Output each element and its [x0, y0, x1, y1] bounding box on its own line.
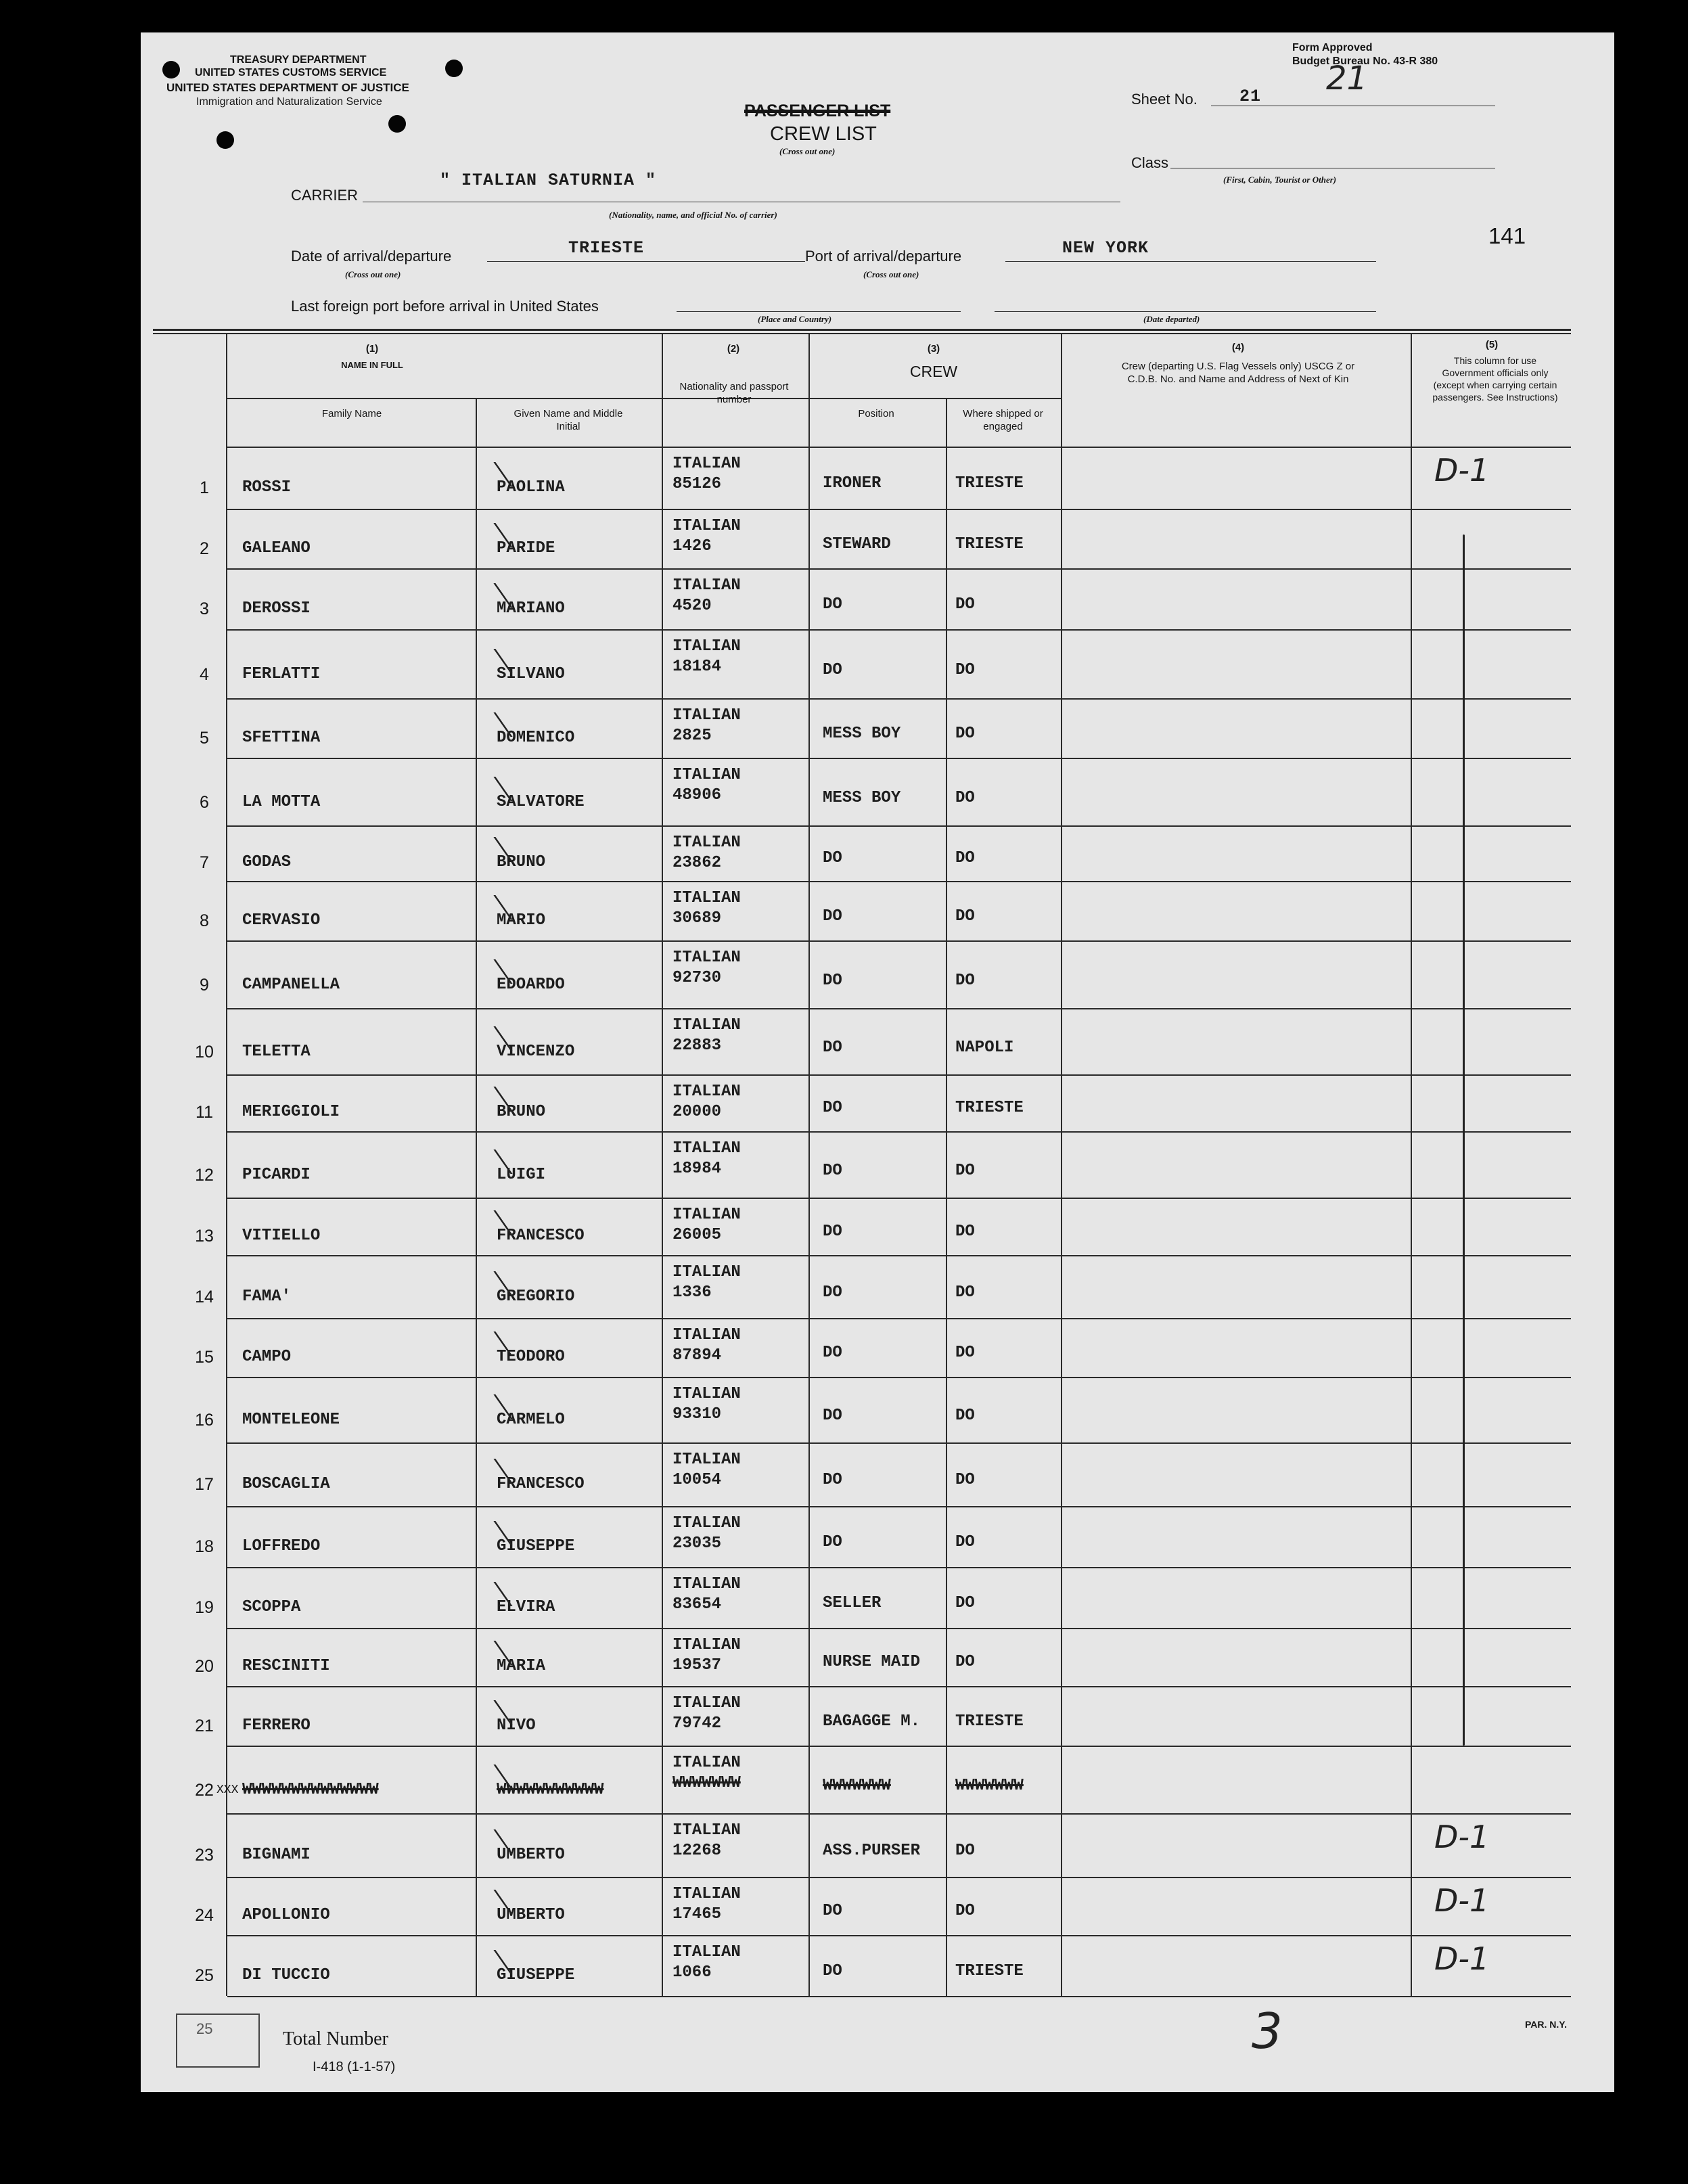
row-number: 23 — [195, 1846, 214, 1865]
given-name: BRUNO — [497, 1103, 546, 1121]
position: DO — [823, 1039, 842, 1057]
given-name: GIUSEPPE — [497, 1966, 575, 1984]
nationality: ITALIAN — [672, 1326, 741, 1344]
row-divider — [227, 1506, 1571, 1507]
row-number: 16 — [195, 1411, 214, 1430]
given-name: GREGORIO — [497, 1288, 575, 1306]
sheet-number-handwritten: 21 — [1326, 60, 1368, 97]
where-shipped: WWWWWWW — [955, 1777, 1024, 1795]
position: DO — [823, 661, 842, 679]
row-divider — [227, 1318, 1571, 1319]
form-number: I-418 (1-1-57) — [313, 2060, 396, 2074]
passport-number: 1426 — [672, 537, 712, 555]
where-shipped: TRIESTE — [955, 1962, 1024, 1980]
row-number: 7 — [200, 853, 209, 872]
passport-number: 48906 — [672, 786, 722, 804]
passport-number: 23862 — [672, 854, 722, 872]
position: MESS BOY — [823, 725, 901, 743]
nationality: ITALIAN — [672, 1206, 741, 1224]
nationality: ITALIAN — [672, 1451, 741, 1469]
nationality: ITALIAN — [672, 834, 741, 852]
family-name: FAMA' — [242, 1288, 292, 1306]
government-mark: D-1 — [1434, 1819, 1490, 1855]
where-shipped: DO — [955, 1223, 975, 1241]
where-shipped: DO — [955, 1653, 975, 1671]
row-divider — [227, 1813, 1571, 1815]
where-shipped: DO — [955, 1344, 975, 1362]
position: DO — [823, 1962, 842, 1980]
nationality: ITALIAN — [672, 766, 741, 784]
given-name: MARIA — [497, 1657, 546, 1675]
col-position: Position — [858, 408, 894, 419]
class-label: Class — [1131, 154, 1169, 171]
row-number: 13 — [195, 1227, 214, 1246]
row-divider — [227, 940, 1571, 942]
row-divider — [227, 1996, 1571, 1997]
passport-number: WWWWWWW — [672, 1774, 741, 1792]
family-name: FERRERO — [242, 1716, 311, 1735]
family-name: RESCINITI — [242, 1657, 330, 1675]
nationality: ITALIAN — [672, 1575, 741, 1593]
family-name: GODAS — [242, 853, 292, 871]
row-divider — [227, 1074, 1571, 1076]
given-name: VINCENZO — [497, 1043, 575, 1061]
family-name: LOFFREDO — [242, 1537, 321, 1555]
nationality: ITALIAN — [672, 1754, 741, 1772]
passport-number: 92730 — [672, 969, 722, 987]
position: DO — [823, 1407, 842, 1425]
row-number: 2 — [200, 539, 209, 558]
row-divider — [227, 825, 1571, 827]
nationality: ITALIAN — [672, 1514, 741, 1532]
total-box — [176, 2014, 260, 2068]
family-name: BOSCAGLIA — [242, 1475, 330, 1493]
given-name: MARIO — [497, 911, 546, 930]
footer-hand-mark: 3 — [1252, 2003, 1283, 2060]
where-shipped: NAPOLI — [955, 1039, 1014, 1057]
given-name: FRANCESCO — [497, 1475, 585, 1493]
row-divider — [227, 1567, 1571, 1568]
position: DO — [823, 1099, 842, 1117]
given-name: PAOLINA — [497, 478, 565, 497]
lastport-label: Last foreign port before arrival in United States — [291, 298, 599, 315]
carrier-label: CARRIER — [291, 187, 359, 204]
nationality: ITALIAN — [672, 576, 741, 595]
punch-hole — [162, 61, 180, 78]
where-shipped: DO — [955, 789, 975, 807]
col2-number: (2) — [727, 343, 740, 355]
passport-number: 4520 — [672, 597, 712, 615]
punch-hole — [388, 115, 406, 133]
page-stamp: 141 — [1488, 223, 1526, 248]
where-shipped: DO — [955, 1471, 975, 1489]
port-label: Port of arrival/departure — [805, 248, 962, 265]
title-passenger-list-struck: PASSENGER LIST — [744, 101, 891, 120]
row-number: 14 — [195, 1288, 214, 1306]
given-name: LUIGI — [497, 1166, 546, 1184]
carrier-caption: (Nationality, name, and official No. of carrier) — [609, 210, 777, 220]
position: DO — [823, 1344, 842, 1362]
passport-number: 2825 — [672, 727, 712, 745]
family-name: TELETTA — [242, 1043, 311, 1061]
col-given-name: Given Name and Middle Initial — [514, 408, 623, 432]
given-name: ELVIRA — [497, 1598, 555, 1616]
col-where-shipped: Where shipped or engaged — [963, 408, 1043, 432]
where-shipped: TRIESTE — [955, 474, 1024, 493]
passport-number: 19537 — [672, 1656, 722, 1675]
ditto-line — [1463, 534, 1465, 1746]
port-value: NEW YORK — [1062, 238, 1149, 258]
col1-number: (1) — [365, 343, 379, 355]
row-number: 1 — [200, 478, 209, 497]
row-number: 19 — [195, 1598, 214, 1617]
row-number: 5 — [200, 729, 209, 748]
date-value: TRIESTE — [568, 238, 645, 258]
where-shipped: TRIESTE — [955, 1712, 1024, 1731]
total-label: Total Number — [283, 2028, 388, 2049]
row-divider — [227, 698, 1571, 700]
position: IRONER — [823, 474, 882, 493]
total-value: 25 — [196, 2020, 213, 2037]
row-number: 15 — [195, 1348, 214, 1367]
passport-number: 12268 — [672, 1842, 722, 1860]
where-shipped: DO — [955, 1533, 975, 1551]
class-caption: (First, Cabin, Tourist or Other) — [1223, 175, 1337, 185]
dept-line-4: Immigration and Naturalization Service — [196, 96, 382, 108]
row-number: 24 — [195, 1906, 214, 1925]
position: DO — [823, 1902, 842, 1920]
passport-number: 10054 — [672, 1471, 722, 1489]
given-name: PARIDE — [497, 539, 555, 558]
form-approved: Form Approved — [1292, 42, 1373, 53]
position: SELLER — [823, 1594, 882, 1612]
where-shipped: DO — [955, 661, 975, 679]
row-divider — [227, 1686, 1571, 1687]
position: DO — [823, 1162, 842, 1180]
where-shipped: DO — [955, 849, 975, 867]
where-shipped: DO — [955, 595, 975, 614]
date-label: Date of arrival/departure — [291, 248, 452, 265]
row-divider — [227, 1628, 1571, 1629]
passport-number: 1336 — [672, 1283, 712, 1302]
col4-number: (4) — [1231, 342, 1245, 353]
government-mark: D-1 — [1434, 1940, 1490, 1977]
given-name: FRANCESCO — [497, 1227, 585, 1245]
row-number: 12 — [195, 1166, 214, 1185]
title-crew-list: CREW LIST — [770, 123, 877, 145]
given-name: EDOARDO — [497, 976, 565, 994]
position: DO — [823, 1223, 842, 1241]
position: DO — [823, 1533, 842, 1551]
position: ASS.PURSER — [823, 1842, 921, 1860]
passport-number: 85126 — [672, 475, 722, 493]
passport-number: 17465 — [672, 1905, 722, 1924]
row-divider — [227, 881, 1571, 882]
nationality: ITALIAN — [672, 706, 741, 725]
nationality: ITALIAN — [672, 1263, 741, 1281]
given-name: GIUSEPPE — [497, 1537, 575, 1555]
col3-number: (3) — [927, 343, 940, 355]
nationality: ITALIAN — [672, 1821, 741, 1840]
sheet-label: Sheet No. — [1131, 91, 1197, 108]
passport-number: 26005 — [672, 1226, 722, 1244]
col4-title: Crew (departing U.S. Flag Vessels only) USCG Z or C.D.B. No. and Name and Address of Next of Kin — [1121, 361, 1355, 385]
punch-hole — [216, 131, 234, 149]
where-shipped: DO — [955, 1407, 975, 1425]
row-divider — [227, 1198, 1571, 1199]
row-divider — [227, 758, 1571, 759]
position: BAGAGGE M. — [823, 1712, 921, 1731]
family-name: ROSSI — [242, 478, 292, 497]
row-number: 22 — [195, 1781, 214, 1800]
where-shipped: TRIESTE — [955, 535, 1024, 553]
family-name: WWWWWWWWWWWWWW — [242, 1781, 379, 1799]
row-number: 9 — [200, 976, 209, 995]
where-shipped: DO — [955, 907, 975, 926]
where-shipped: DO — [955, 972, 975, 990]
col-family-name: Family Name — [321, 408, 382, 419]
family-name: FERLATTI — [242, 665, 321, 683]
row-divider — [227, 1935, 1571, 1936]
nationality: ITALIAN — [672, 1636, 741, 1654]
col2-title: Nationality and passport number — [679, 381, 789, 405]
nationality: ITALIAN — [672, 1083, 741, 1101]
row-number: 17 — [195, 1475, 214, 1494]
nationality: ITALIAN — [672, 1694, 741, 1712]
position: DO — [823, 1471, 842, 1489]
given-name: TEODORO — [497, 1348, 565, 1366]
sheet-number-typed: 21 — [1239, 87, 1262, 106]
given-name: UMBERTO — [497, 1846, 565, 1864]
given-name: MARIANO — [497, 599, 565, 618]
position: DO — [823, 849, 842, 867]
position: STEWARD — [823, 535, 891, 553]
nationality: ITALIAN — [672, 1016, 741, 1034]
where-shipped: DO — [955, 1594, 975, 1612]
given-name: NIVO — [497, 1716, 536, 1735]
row-divider — [227, 1131, 1571, 1133]
where-shipped: DO — [955, 725, 975, 743]
dept-line-2: UNITED STATES CUSTOMS SERVICE — [195, 67, 387, 78]
passport-number: 20000 — [672, 1103, 722, 1121]
given-name: WWWWWWWWWWW — [497, 1781, 604, 1799]
where-shipped: TRIESTE — [955, 1099, 1024, 1117]
family-name: SCOPPA — [242, 1598, 301, 1616]
family-name: DEROSSI — [242, 599, 311, 618]
dept-line-3: UNITED STATES DEPARTMENT OF JUSTICE — [166, 81, 409, 94]
row-number: 4 — [200, 665, 209, 684]
passport-number: 30689 — [672, 909, 722, 928]
printer-mark: PAR. N.Y. — [1525, 2019, 1567, 2030]
where-shipped: DO — [955, 1162, 975, 1180]
row-number: 20 — [195, 1657, 214, 1676]
family-name: GALEANO — [242, 539, 311, 558]
row-divider — [227, 1877, 1571, 1878]
family-name: VITIELLO — [242, 1227, 321, 1245]
nationality: ITALIAN — [672, 889, 741, 907]
given-name: BRUNO — [497, 853, 546, 871]
row-number: 21 — [195, 1716, 214, 1735]
title-caption: (Cross out one) — [779, 146, 836, 156]
nationality: ITALIAN — [672, 949, 741, 967]
nationality: ITALIAN — [672, 1139, 741, 1158]
nationality: ITALIAN — [672, 1943, 741, 1961]
row-divider — [227, 568, 1571, 570]
family-name: MERIGGIOLI — [242, 1103, 340, 1121]
col1-title: NAME IN FULL — [341, 360, 403, 370]
row-number: 3 — [200, 599, 209, 618]
where-shipped: DO — [955, 1283, 975, 1302]
passport-number: 93310 — [672, 1405, 722, 1424]
port-caption: (Cross out one) — [863, 269, 919, 279]
col3-title: CREW — [909, 363, 958, 380]
position: MESS BOY — [823, 789, 901, 807]
family-name: DI TUCCIO — [242, 1966, 330, 1984]
nationality: ITALIAN — [672, 1885, 741, 1903]
nationality: ITALIAN — [672, 1385, 741, 1403]
lastport-caption: (Place and Country) — [758, 314, 832, 324]
date-caption: (Cross out one) — [345, 269, 401, 279]
position: DO — [823, 595, 842, 614]
family-name: CAMPO — [242, 1348, 292, 1366]
budget-bureau: Budget Bureau No. 43-R 380 — [1292, 55, 1438, 67]
given-name: CARMELO — [497, 1411, 565, 1429]
family-name: LA MOTTA — [242, 793, 321, 811]
family-name: APOLLONIO — [242, 1906, 330, 1924]
position: DO — [823, 1283, 842, 1302]
row-divider — [227, 1746, 1571, 1747]
position: WWWWWWW — [823, 1777, 891, 1795]
punch-hole — [445, 60, 463, 77]
passport-number: 1066 — [672, 1963, 712, 1982]
passport-number: 83654 — [672, 1595, 722, 1614]
nationality: ITALIAN — [672, 455, 741, 473]
row-number: 18 — [195, 1537, 214, 1556]
passport-number: 22883 — [672, 1037, 722, 1055]
row-divider — [227, 1442, 1571, 1444]
col5-title: This column for use Government officials only (except when carrying certain passengers. See Instructions) — [1432, 355, 1558, 403]
row-divider — [227, 629, 1571, 631]
given-name: DOMENICO — [497, 729, 575, 747]
passport-number: 23035 — [672, 1534, 722, 1553]
family-name: SFETTINA — [242, 729, 321, 747]
nationality: ITALIAN — [672, 517, 741, 535]
nationality: ITALIAN — [672, 637, 741, 656]
passport-number: 18984 — [672, 1160, 722, 1178]
given-name: UMBERTO — [497, 1906, 565, 1924]
dept-line-1: TREASURY DEPARTMENT — [230, 54, 367, 66]
position: DO — [823, 907, 842, 926]
date-departed-caption: (Date departed) — [1143, 314, 1200, 324]
col5-number: (5) — [1485, 339, 1499, 350]
row-divider — [227, 1255, 1571, 1256]
family-name: PICARDI — [242, 1166, 311, 1184]
passport-number: 18184 — [672, 658, 722, 676]
government-mark: D-1 — [1434, 452, 1490, 488]
where-shipped: DO — [955, 1842, 975, 1860]
row-number: 6 — [200, 793, 209, 812]
strike-note: XXX — [216, 1783, 239, 1797]
where-shipped: DO — [955, 1902, 975, 1920]
family-name: CAMPANELLA — [242, 976, 340, 994]
given-name: SALVATORE — [497, 793, 585, 811]
row-divider — [227, 509, 1571, 510]
passport-number: 87894 — [672, 1346, 722, 1365]
position: DO — [823, 972, 842, 990]
row-number: 11 — [196, 1103, 213, 1122]
family-name: BIGNAMI — [242, 1846, 311, 1864]
carrier-value: " ITALIAN SATURNIA " — [440, 170, 657, 190]
family-name: MONTELEONE — [242, 1411, 340, 1429]
row-divider — [227, 1377, 1571, 1378]
given-name: SILVANO — [497, 665, 565, 683]
government-mark: D-1 — [1434, 1882, 1490, 1919]
position: NURSE MAID — [823, 1653, 921, 1671]
row-divider — [227, 1008, 1571, 1009]
passport-number: 79742 — [672, 1714, 722, 1733]
family-name: CERVASIO — [242, 911, 321, 930]
row-number: 10 — [195, 1043, 214, 1062]
row-number: 8 — [200, 911, 209, 930]
row-number: 25 — [195, 1966, 214, 1985]
